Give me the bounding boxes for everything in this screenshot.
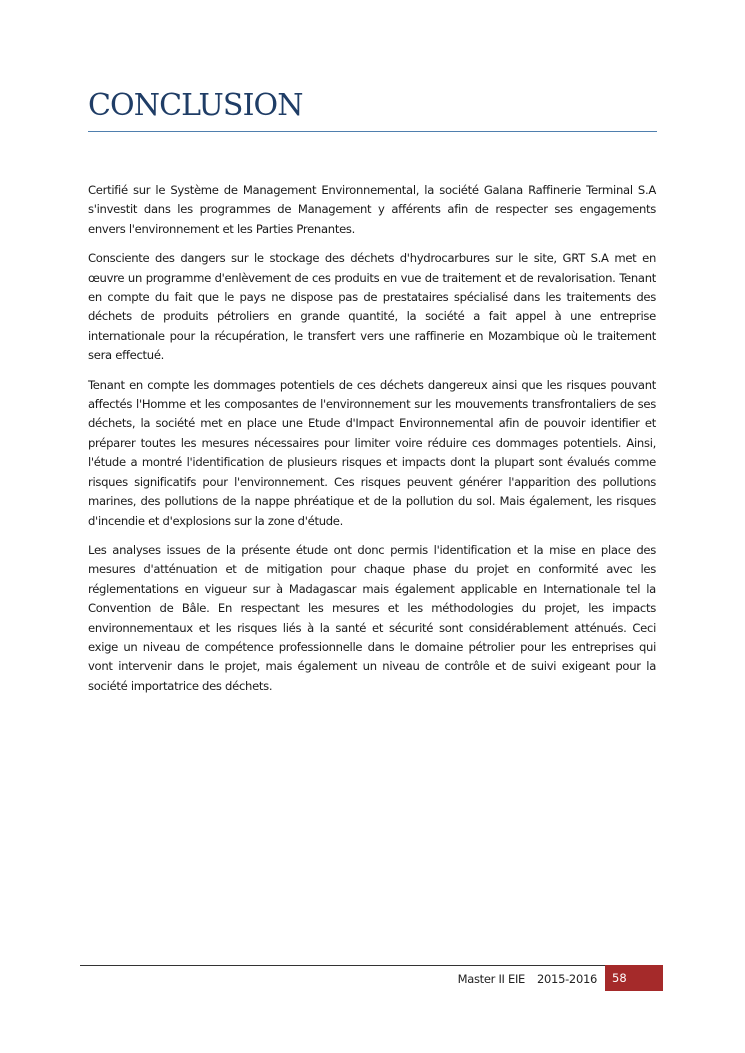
footer-program: Master II EIE	[457, 972, 526, 986]
body-text	[88, 181, 656, 706]
page-number-badge: 58	[605, 965, 663, 991]
paragraph-1: Certifié sur le Système de Management Environnemental, la société Galana Raffinerie Terminal S.A s'investit dans les programmes de Management y afférents afin de respecter ses engagements envers l'environnement et les Parties Prenantes.	[88, 183, 656, 236]
footer-label	[458, 968, 597, 990]
page-title: CONCLUSION	[88, 88, 303, 123]
paragraph-2: Consciente des dangers sur le stockage des déchets d'hydrocarbures sur le site, GRT S.A met en œuvre un programme d'enlèvement de ces produits en vue de traitement et de revalorisation. Tenant en compte du fait que le pays ne dispose pas de prestataires spécialisé dans les traitements des déchets de produits pétroliers en grande quantité, la société a fait appel à une entreprise internationale pour la récupération, le transfert vers une raffinerie en Mozambique où le traitement sera effectué.	[88, 251, 656, 363]
footer-years: 2015-2016	[537, 972, 597, 986]
paragraph-3: Tenant en compte les dommages potentiels de ces déchets dangereux ainsi que les risques pouvant affectés l'Homme et les composantes de l'environnement sur les mouvements transfrontaliers de ses déchets, la société met en place une Etude d'Impact Environnemental afin de pouvoir identifier et préparer toutes les mesures nécessaires pour limiter voire réduire ces dommages potentiels. Ainsi, l'étude a montré l'identification de plusieurs risques et impacts dont la plupart sont évalués comme risques significatifs pour l'environnement. Ces risques peuvent générer l'apparition des pollutions marines, des pollutions de la nappe phréatique et de la pollution du sol. Mais également, les risques d'incendie et d'explosions sur la zone d'étude.	[88, 377, 656, 528]
footer-divider	[80, 965, 605, 966]
paragraph-4: Les analyses issues de la présente étude ont donc permis l'identification et la mise en place des mesures d'atténuation et de mitigation pour chaque phase du projet en conformité avec les réglementations en vigueur sur à Madagascar mais également applicable en Internationale tel la Convention de Bâle. En respectant les mesures et les méthodologies du projet, les impacts environnementaux et les risques liés à la santé et sécurité sont considérablement atténués. Ceci exige un niveau de compétence professionnelle dans le domaine pétrolier pour les entreprises qui vont intervenir dans le projet, mais également un niveau de contrôle et de suivi exigeant pour la société importatrice des déchets.	[88, 542, 656, 693]
title-underline	[88, 131, 657, 132]
